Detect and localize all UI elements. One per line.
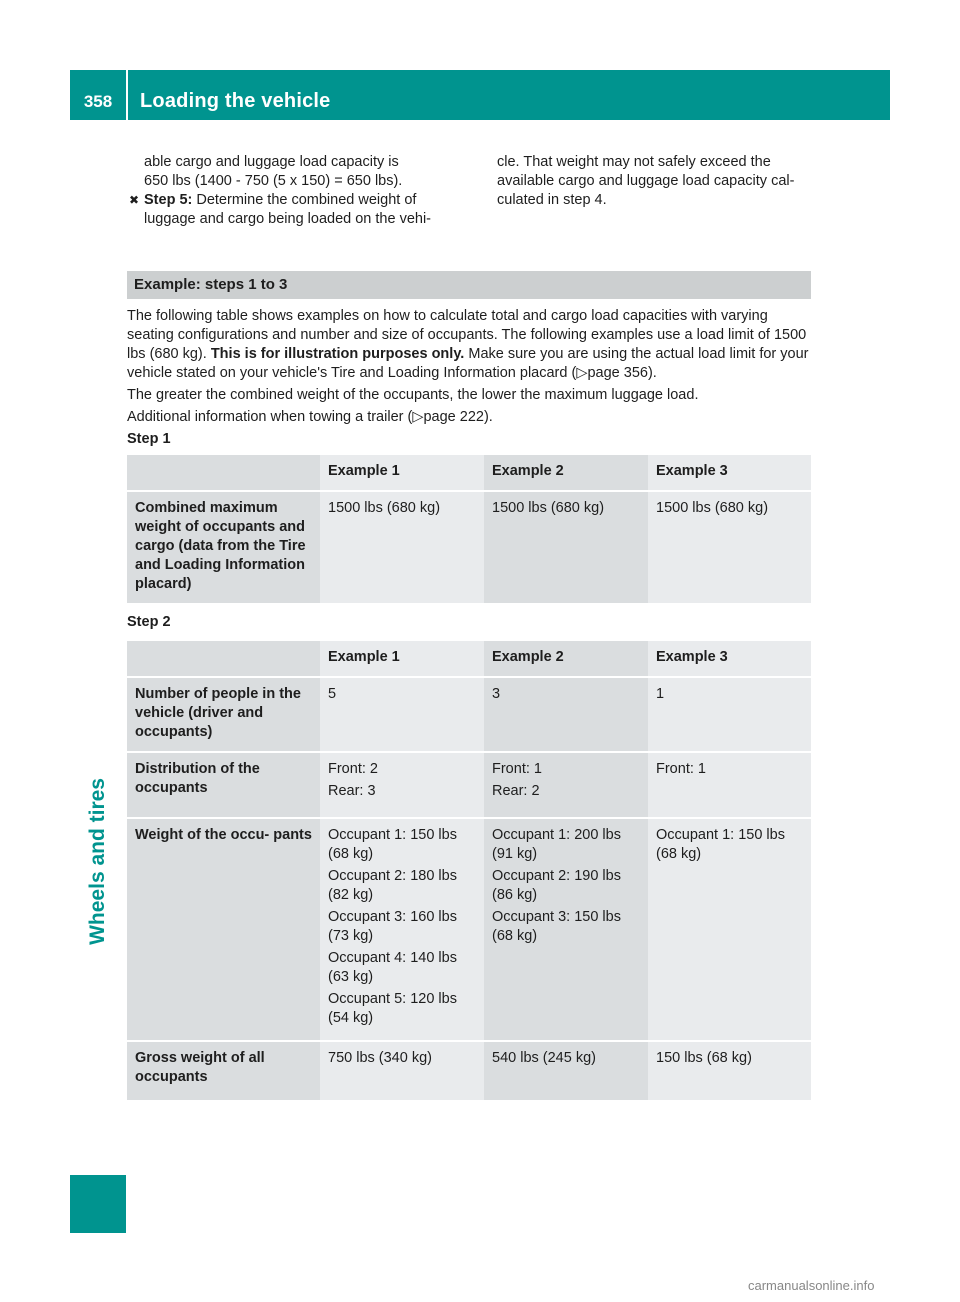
page-reference-link[interactable]: page 222). [423,409,493,425]
table-cell [320,752,484,818]
step-5-item [129,191,459,210]
top-left-column [129,153,459,229]
table-cell [648,818,811,1041]
cell-line: Front: 1 [492,761,542,777]
cell-line: Rear: 2 [492,783,540,799]
header-divider [126,70,128,120]
table-header-row [127,641,811,677]
table-row [127,752,811,818]
table-cell [648,1041,811,1101]
table-header: Example 2 [484,641,648,677]
step-2-table [127,641,811,1102]
text-line: available cargo and luggage load capacity cal- [497,173,795,189]
table-cell: 1500 lbs (680 kg) [648,491,811,604]
page-reference-link[interactable]: page 356). [587,365,657,381]
table-header: Example 1 [320,641,484,677]
table-cell [484,818,648,1041]
cell-line: Occupant 3: 160 lbs (73 kg) [328,909,457,944]
table-cell [320,1041,484,1101]
intro-paragraph [127,408,813,427]
table-cell: 1500 lbs (680 kg) [320,491,484,604]
text-line: able cargo and luggage load capacity is [144,154,399,170]
table-header [127,455,320,491]
step-text: Determine the combined weight of [192,192,417,208]
intro-text [127,307,813,452]
cell-line: 1 [656,686,665,702]
bold-text: This is for illustration purposes only. [210,346,465,362]
table-header: Example 3 [648,641,811,677]
step-2-label: Step 2 [127,614,171,630]
table-cell [320,677,484,752]
table-cell [648,677,811,752]
row-label: Number of people in the vehicle (driver and occupants) [127,677,320,752]
text: Make sure you are using the actual load limit for your vehicle stated on your vehicle's Tire and Loading Information placard ( [127,346,809,381]
table-header: Example 3 [648,455,811,491]
table-row [127,818,811,1041]
cell-line: Occupant 2: 190 lbs (86 kg) [492,868,621,903]
triangle-right-icon: ▷ [576,365,588,381]
row-label: Distribution of the occupants [127,752,320,818]
cell-line: 540 lbs (245 kg) [492,1050,596,1066]
cell-line: Rear: 3 [328,783,376,799]
step-1-table [127,455,811,605]
text-line: cle. That weight may not safely exceed the [497,154,771,170]
cell-line: Occupant 1: 150 lbs (68 kg) [656,827,785,862]
triangle-right-icon: ▷ [412,409,424,425]
table-row [127,1041,811,1101]
table-cell: 1500 lbs (680 kg) [484,491,648,604]
text-line: culated in step 4. [497,192,607,208]
page-number: 358 [83,92,113,111]
intro-paragraph [127,307,813,383]
cell-line: 5 [328,686,337,702]
cell-line: Occupant 4: 140 lbs (63 kg) [328,950,457,985]
cell-line: 150 lbs (68 kg) [656,1050,752,1066]
table-header-row [127,455,811,491]
cell-line: Occupant 2: 180 lbs (82 kg) [328,868,457,903]
table-row [127,491,811,604]
section-side-label: Wheels and tires [86,778,109,945]
section-side-tab [70,1175,126,1233]
table-cell [648,752,811,818]
table-header: Example 1 [320,455,484,491]
table-cell [484,752,648,818]
page-header [70,70,890,120]
table-header: Example 2 [484,455,648,491]
text: Additional information when towing a trailer ( [127,409,413,425]
cell-line: Occupant 5: 120 lbs (54 kg) [328,991,457,1026]
cell-line: Occupant 1: 150 lbs (68 kg) [328,827,457,862]
text-line: luggage and cargo being loaded on the vehi- [144,211,432,227]
table-cell [484,677,648,752]
table-cell [320,818,484,1041]
step-label: Step 5: [144,192,193,208]
row-label: Combined maximum weight of occupants and cargo (data from the Tire and Loading Information placard) [127,491,320,604]
intro-paragraph: The greater the combined weight of the occupants, the lower the maximum luggage load. [127,387,699,403]
arrow-right-icon: ✖ [129,193,140,207]
table-header [127,641,320,677]
cell-line: Occupant 1: 200 lbs (91 kg) [492,827,621,862]
row-label: Weight of the occu- pants [127,818,320,1041]
section-heading: Example: steps 1 to 3 [127,271,811,299]
page-title: Loading the vehicle [140,90,331,112]
table-row [127,677,811,752]
table-cell [484,1041,648,1101]
row-label: Gross weight of all occupants [127,1041,320,1101]
top-right-column [497,153,817,210]
watermark: carmanualsonline.info [748,1278,875,1293]
cell-line: Occupant 3: 150 lbs (68 kg) [492,909,621,944]
cell-line: 750 lbs (340 kg) [328,1050,432,1066]
text: The following table shows examples on how to calculate total and cargo load capacities with varying seating configurations and number and size of occupants. The following examples use a load limit of 1500 lbs (680 kg). [127,308,807,362]
cell-line: Front: 1 [656,761,706,777]
cell-line: 3 [492,686,501,702]
text-line: 650 lbs (1400 - 750 (5 x 150) = 650 lbs). [144,173,403,189]
cell-line: Front: 2 [328,761,378,777]
step-1-label: Step 1 [127,431,171,447]
